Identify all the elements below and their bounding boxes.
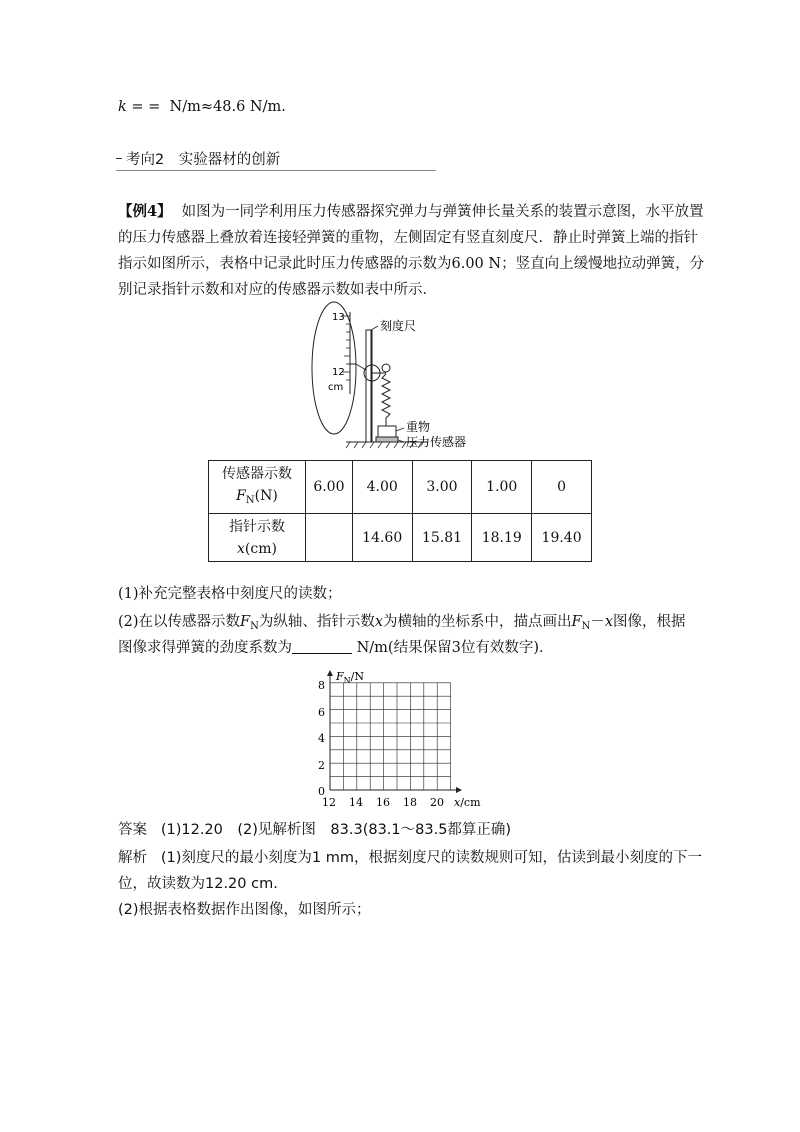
ruler-unit: cm: [328, 382, 344, 393]
label-sensor: 压力传感器: [406, 435, 467, 449]
row1-header: 传感器示数 $F_N(N)$: [209, 461, 306, 514]
section-tick: [116, 158, 122, 159]
x-tick-label: 12: [322, 796, 336, 809]
table-cell: [306, 514, 353, 562]
y-tick-label: 2: [318, 759, 325, 772]
spring: [382, 374, 390, 426]
x-axis-label: x/cm: [454, 796, 481, 809]
row2-header: 指针示数 x(cm): [209, 514, 306, 562]
y-tick-label: 0: [318, 785, 325, 798]
answer-label: 答案: [118, 822, 147, 838]
x-tick-label: 16: [376, 796, 390, 809]
sensor-block: [376, 437, 398, 442]
table-cell: 15.81: [412, 514, 472, 562]
example-line-2: 的压力传感器上叠放着连接轻弹簧的重物，左侧固定有竖直刻度尺．静止时弹簧上端的指针: [118, 230, 698, 246]
x-tick-label: 20: [430, 796, 444, 809]
example-tag: 【例4】: [118, 203, 172, 220]
grid-chart: [310, 668, 490, 812]
formula-rest: N/m≈48.6 N/m.: [169, 99, 286, 115]
analysis-line-3: (2)根据表格数据作出图像，如图所示；: [118, 902, 371, 918]
ruler-label-13: 13: [332, 312, 345, 323]
question-2-line-1: (2)在以传感器示数$F_N$为纵轴、指针示数x为横轴的坐标系中，描点画出$F_N-x$图像，根据: [118, 614, 686, 632]
table-cell: 19.40: [532, 514, 592, 562]
vertical-ruler: [366, 330, 371, 442]
answer-blank: [292, 639, 352, 654]
y-tick-label: 4: [318, 732, 325, 745]
section-label: 考向2 实验器材的创新: [126, 152, 281, 168]
table-cell: 4.00: [352, 461, 412, 514]
analysis-line-2: 位，故读数为12.20 cm.: [118, 876, 278, 892]
x-tick-label: 18: [403, 796, 417, 809]
section-header: [116, 150, 436, 171]
question-2-line-2: 图像求得弹簧的劲度系数为 N/m(结果保留3位有效数字)．: [118, 640, 554, 656]
formula-eq: = =: [131, 99, 161, 115]
apparatus-figure: [300, 300, 510, 455]
label-ruler: 刻度尺: [380, 319, 417, 333]
table-cell: 18.19: [472, 514, 532, 562]
table-cell: 3.00: [412, 461, 472, 514]
weight-block: [378, 426, 396, 437]
x-tick-label: 14: [349, 796, 363, 809]
data-table: [208, 460, 592, 562]
example-text-1: 如图为一同学利用压力传感器探究弹力与弹簧伸长量关系的装置示意图，水平放置: [181, 204, 704, 220]
table-cell: 6.00: [306, 461, 353, 514]
table-cell: 1.00: [472, 461, 532, 514]
formula-k: k: [118, 99, 127, 115]
answer-line: [118, 820, 511, 840]
example-line-1: [118, 202, 704, 222]
example-line-3: 指示如图所示，表格中记录此时压力传感器的示数为6.00 N；竖直向上缓慢地拉动弹簧，分: [118, 256, 705, 272]
label-weight: 重物: [406, 420, 431, 434]
y-tick-label: 6: [318, 706, 325, 719]
analysis-label: 解析: [118, 850, 147, 866]
analysis-line-1: 解析 (1)刻度尺的最小刻度为1 mm，根据刻度尺的读数规则可知，估读到最小刻度的下一: [118, 850, 702, 866]
y-tick-label: 8: [318, 679, 325, 692]
example-line-4: 别记录指针示数和对应的传感器示数如表中所示．: [118, 282, 437, 298]
formula-line: [118, 97, 286, 117]
ruler-label-12: 12: [332, 367, 345, 378]
table-cell: 14.60: [352, 514, 412, 562]
table-row: [209, 514, 592, 562]
question-1: (1)补充完整表格中刻度尺的读数；: [118, 586, 342, 602]
grid-lines: [330, 683, 451, 790]
table-row: [209, 461, 592, 514]
table-cell: 0: [532, 461, 592, 514]
answer-text: (1)12.20 (2)见解析图 83.3(83.1～83.5都算正确): [160, 822, 512, 838]
y-axis-label: $F_N/N$: [336, 670, 364, 685]
